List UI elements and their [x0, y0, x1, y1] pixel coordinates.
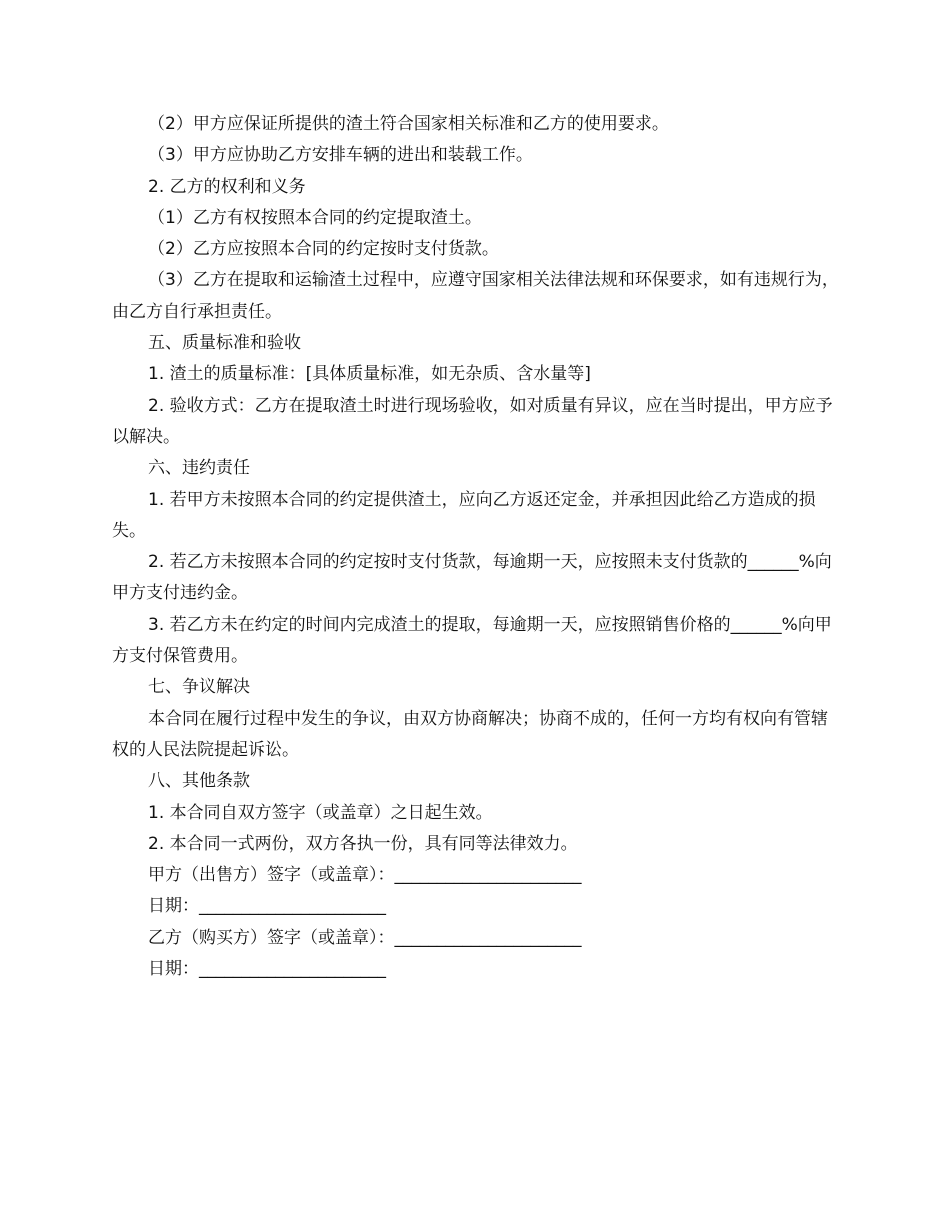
clause-copies: 2. 本合同一式两份，双方各执一份，具有同等法律效力。	[148, 833, 578, 854]
clause-liability-3: 3. 若乙方未在约定的时间内完成渣土的提取，每逾期一天，应按照销售价格的______%向甲方支付保管费用。	[112, 614, 832, 667]
clause-party-b-duty-2: （2）乙方应按照本合同的约定按时支付货款。	[148, 239, 499, 260]
party-a-date-line: 日期：______________________	[148, 896, 386, 917]
section-liability-heading: 六、违约责任	[148, 458, 250, 479]
clause-acceptance-method: 2. 验收方式：乙方在提取渣土时进行现场验收，如对质量有异议，应在当时提出，甲方应予以解决。	[112, 395, 833, 447]
section-dispute-heading: 七、争议解决	[148, 677, 250, 698]
clause-party-a-duty-3: （3）甲方应协助乙方安排车辆的进出和装载工作。	[148, 145, 533, 166]
clause-dispute-resolution: 本合同在履行过程中发生的争议，由双方协商解决；协商不成的，任何一方均有权向有管辖权的人民法院提起诉讼。	[112, 708, 828, 760]
clause-liability-1: 1. 若甲方未按照本合同的约定提供渣土，应向乙方返还定金，并承担因此给乙方造成的损失。	[112, 489, 816, 541]
party-b-signature-line: 乙方（购买方）签字（或盖章）：______________________	[148, 927, 582, 948]
party-b-date-line: 日期：______________________	[148, 959, 386, 980]
contract-text	[112, 109, 840, 985]
clause-liability-2: 2. 若乙方未按照本合同的约定按时支付货款，每逾期一天，应按照未支付货款的______%向甲方支付违约金。	[112, 552, 832, 604]
section-party-b-rights: 2. 乙方的权利和义务	[148, 176, 306, 197]
party-a-signature-line: 甲方（出售方）签字（或盖章）：______________________	[148, 865, 582, 886]
clause-party-a-duty-2: （2）甲方应保证所提供的渣土符合国家相关标准和乙方的使用要求。	[148, 114, 669, 134]
clause-quality-standard: 1. 渣土的质量标准：[具体质量标准，如无杂质、含水量等]	[148, 364, 591, 385]
section-other-terms-heading: 八、其他条款	[148, 771, 250, 792]
clause-party-b-duty-3: （3）乙方在提取和运输渣土过程中，应遵守国家相关法律法规和环保要求，如有违规行为，由乙方自行承担责任。	[112, 270, 839, 322]
clause-party-b-right-1: （1）乙方有权按照本合同的约定提取渣土。	[148, 207, 482, 228]
section-quality-standard-heading: 五、质量标准和验收	[148, 333, 301, 354]
clause-effective-date: 1. 本合同自双方签字（或盖章）之日起生效。	[148, 802, 493, 823]
